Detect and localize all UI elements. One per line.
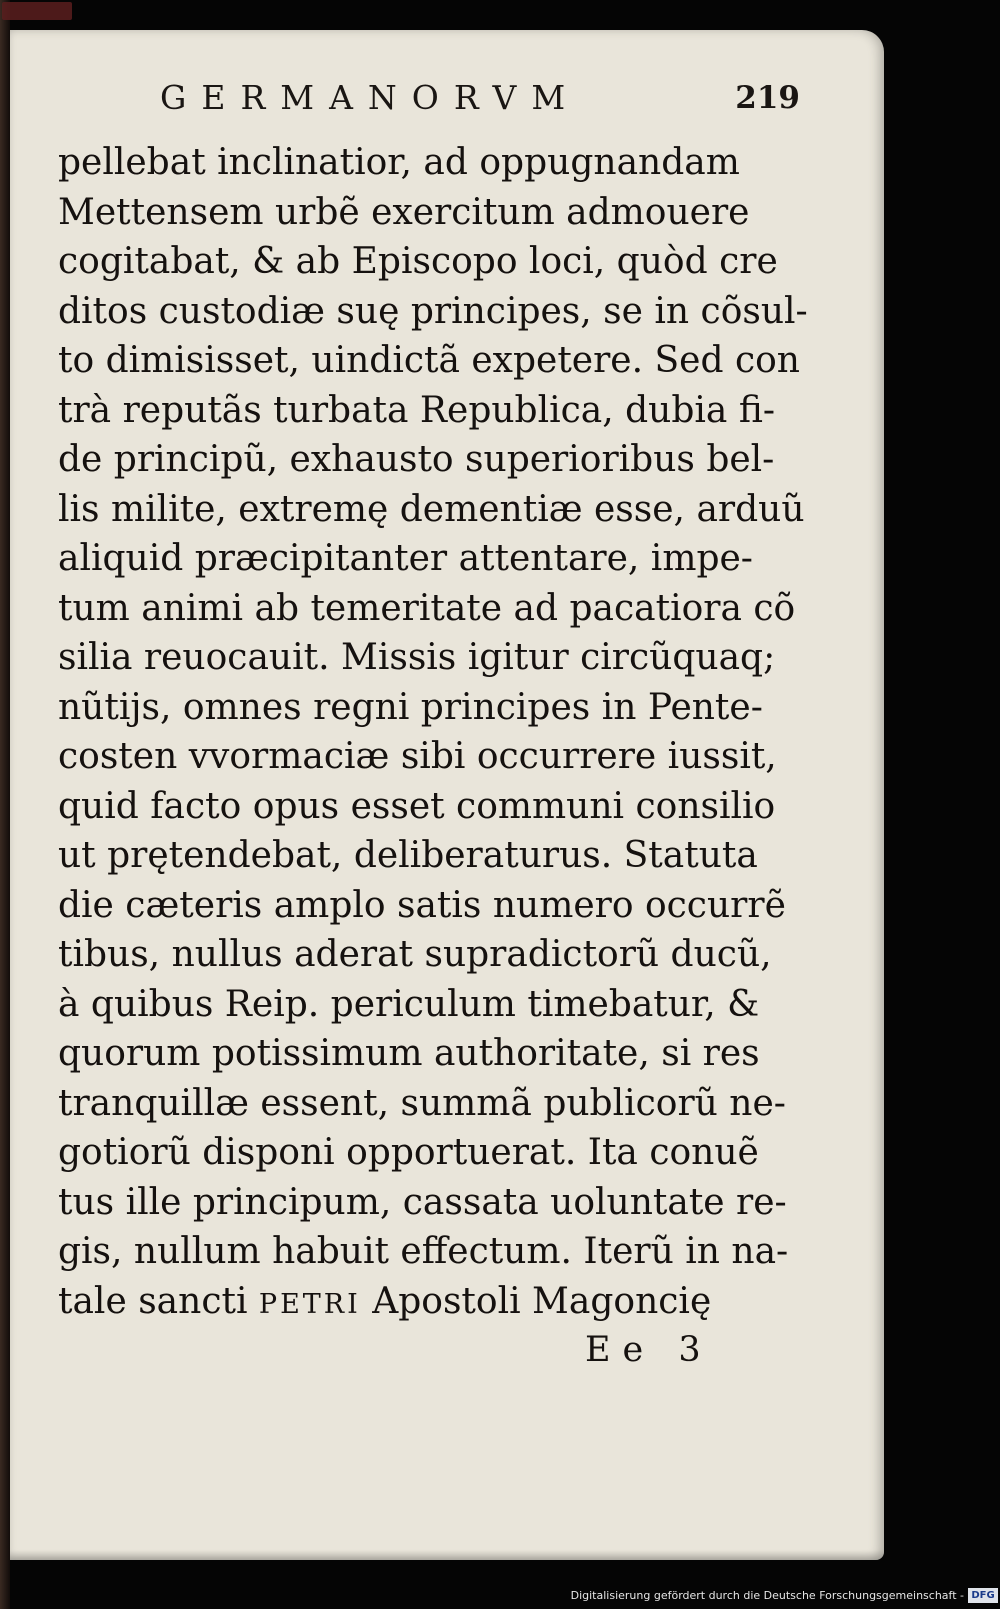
text-line: Mettensem urbẽ exercitum admouere [58, 191, 750, 233]
text-line: trà reputãs turbata Republica, dubia fi- [58, 389, 776, 431]
page-bottom-shadow [10, 1550, 884, 1560]
text-line: ut prętendebat, deliberaturus. Statuta [58, 835, 758, 876]
text-line: de principũ, exhausto superioribus bel- [58, 439, 775, 480]
text-line: nũtijs, omnes regni principes in Pente- [58, 686, 763, 728]
text-line: silia reuocauit. Missis igitur circũquaq; [58, 637, 776, 678]
text-line: tus ille principum, cassata uoluntate re- [58, 1181, 787, 1223]
corner-stain [2, 2, 72, 20]
text-line: tranquillæ essent, summã publicorũ ne- [58, 1082, 786, 1124]
binding-edge [0, 0, 10, 1609]
last-line-end: Apostoli Magoncię [360, 1280, 712, 1322]
text-line: cogitabat, & ab Episcopo loci, quòd cre [58, 241, 778, 282]
text-line: costen vvormaciæ sibi occurrere iussit, [58, 736, 777, 777]
text-line: quid facto opus esset communi consilio [58, 785, 776, 827]
last-line-start: tale sancti [58, 1280, 259, 1322]
proper-name: PETRI [258, 1288, 361, 1320]
text-line: die cæteris amplo satis numero occurrẽ [58, 884, 786, 926]
text-line: gis, nullum habuit effectum. Iterũ in na- [58, 1231, 789, 1272]
signature-mark: Ee 3 [585, 1330, 713, 1370]
body-text [58, 138, 808, 1326]
text-line: à quibus Reip. periculum timebatur, & [58, 983, 760, 1025]
book-page [10, 30, 884, 1560]
text-line: tum animi ab temeritate ad pacatiora cõ [58, 587, 796, 629]
last-text-line [58, 1277, 788, 1327]
page-number: 219 [735, 80, 800, 116]
text-line: tibus, nullus aderat supradictorũ ducũ, [58, 934, 772, 975]
dfg-logo: DFG [968, 1588, 998, 1603]
text-line: lis milite, extremę dementiæ esse, arduũ [58, 488, 805, 530]
text-line: aliquid præcipitanter attentare, impe- [58, 538, 753, 579]
running-title: GERMANORVM [160, 78, 581, 117]
text-line: gotiorũ disponi opportuerat. Ita conuẽ [58, 1132, 759, 1173]
funding-note: Digitalisierung gefördert durch die Deutsche Forschungsgemeinschaft - [570, 1589, 964, 1602]
page-header [160, 78, 800, 138]
text-line: pellebat inclinatior, ad oppugnandam [58, 142, 740, 183]
text-line: quorum potissimum authoritate, si res [58, 1033, 760, 1074]
text-line: to dimisisset, uindictã expetere. Sed con [58, 340, 800, 381]
text-line: ditos custodiæ suę principes, se in cõsul- [58, 290, 808, 332]
